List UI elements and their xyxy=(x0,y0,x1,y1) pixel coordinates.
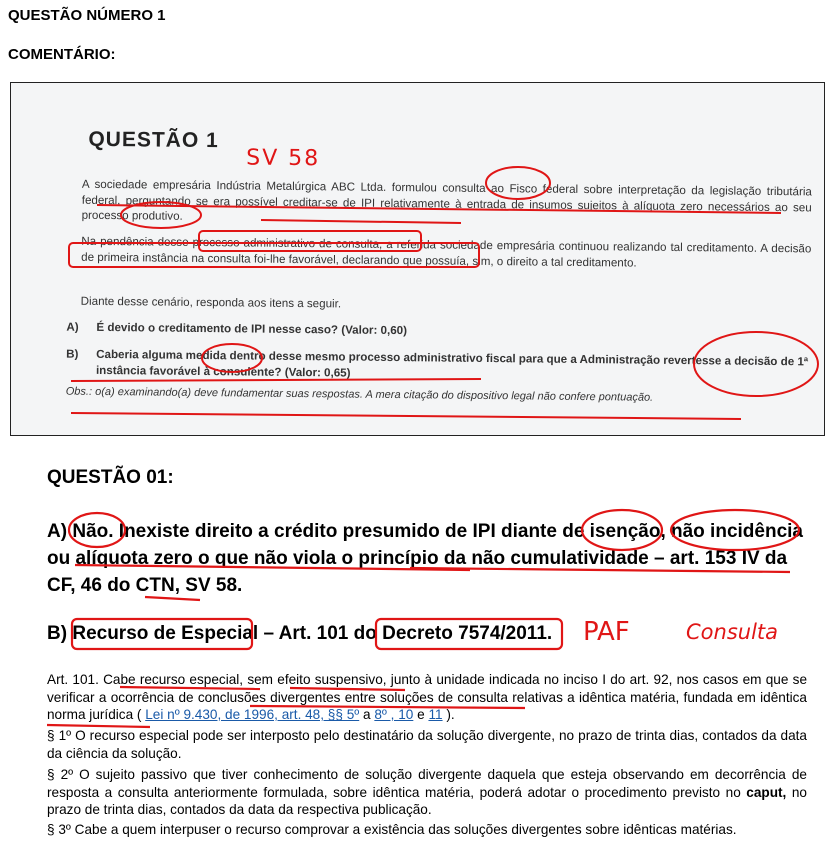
law-link-11[interactable]: 11 xyxy=(428,707,443,723)
photo-item-a-letter: A) xyxy=(66,320,79,334)
photo-title: QUESTÃO 1 xyxy=(88,127,219,153)
answer-b-handwritten-paf: PAF xyxy=(583,617,630,647)
answer-a-text: Não. Inexiste direito a crédito presumido de IPI diante de isenção, não incidência ou alíquota zero o que não viola o princípio da não cumulatividade – art. 153 IV da CF, 46 do CTN, SV 58. xyxy=(47,521,803,596)
exam-photo xyxy=(10,82,825,436)
art-101-text: Art. 101. Cabe recurso especial, sem efeito suspensivo, junto à unidade indicada no inciso I do art. 92, nos casos em que se verificar a ocorrência de conclusões divergentes entre soluções de consulta relativas a idêntica matéria, fundada em idêntica norma jurídica ( xyxy=(47,672,807,723)
art-101-end: ). xyxy=(442,707,455,723)
answer-b-label: B) xyxy=(47,623,68,644)
photo-item-b-letter: B) xyxy=(66,347,79,361)
comment-heading: COMENTÁRIO: xyxy=(8,46,116,63)
law-link-9430[interactable]: Lei nº 9.430, de 1996, art. 48, §§ 5º xyxy=(145,707,360,723)
paragraph-1: § 1º O recurso especial pode ser interposto pelo destinatário da solução divergente, no prazo de trinta dias, contados da data da ciência da solução. xyxy=(47,728,807,761)
art-101-connector-2: e xyxy=(413,707,429,723)
answer-b-handwritten-consulta: Consulta xyxy=(686,620,779,644)
photo-item-b: Caberia alguma medida dentro desse mesmo processo administrativo fiscal para que a Administração revertesse a decisão de 1ª instância favorável à consulente? (Valor: 0,65) xyxy=(95,347,809,380)
answer-a-label: A) xyxy=(47,521,68,542)
art-101 xyxy=(47,671,807,724)
art-101-connector-1: a xyxy=(359,707,375,723)
paragraph-2-end: no prazo de trinta dias, contados da data da respectiva publicação. xyxy=(47,784,807,818)
answer-b-text: Recurso de Especial – Art. 101 do Decreto 7574/2011. xyxy=(72,623,553,644)
answer-a xyxy=(47,518,807,599)
law-link-8-10[interactable]: 8º , 10 xyxy=(374,707,414,723)
photo-obs: Obs.: o(a) examinando(a) deve fundamentar suas respostas. A mera citação do dispositivo legal não confere pontuação. xyxy=(65,385,654,404)
question-number-heading: QUESTÃO NÚMERO 1 xyxy=(8,7,166,24)
paragraph-2 xyxy=(47,766,807,819)
paragraph-3: § 3º Cabe a quem interpuser o recurso comprovar a existência das soluções divergentes sobre idênticas matérias. xyxy=(47,822,737,837)
paragraph-2-text: § 2º O sujeito passivo que tiver conhecimento de solução divergente daquela que esteja observando em decorrência de resposta a consulta anteriormente formulada, sobre idêntica matéria, poderá adotar o procedimento previsto no xyxy=(47,767,807,800)
photo-paragraph-1: A sociedade empresária Indústria Metalúrgica ABC Ltda. formulou consulta ao Fisco federal sobre interpretação da legislação tributária federal, perguntando se era possível creditar-se de IPI relativamente à entrada de insumos sujeitos à alíquota zero necessários ao seu processo produtivo. xyxy=(81,177,812,223)
answer-b xyxy=(47,623,552,645)
photo-handwritten-note: SV 58 xyxy=(246,145,321,172)
photo-paragraph-3: Diante desse cenário, responda aos itens a seguir. xyxy=(80,294,342,311)
paragraph-2-caput: caput, xyxy=(746,784,787,800)
photo-paragraph-2: Na pendência desse processo administrativo de consulta, a referida sociedade empresária continuou realizando tal creditamento. A decisão de primeira instância na consulta foi-lhe favorável, declarando que possuía, sim, o direito a tal creditamento. xyxy=(81,234,812,270)
photo-item-a: É devido o creditamento de IPI nesse caso? (Valor: 0,60) xyxy=(96,320,408,338)
answers-heading: QUESTÃO 01: xyxy=(47,467,174,488)
